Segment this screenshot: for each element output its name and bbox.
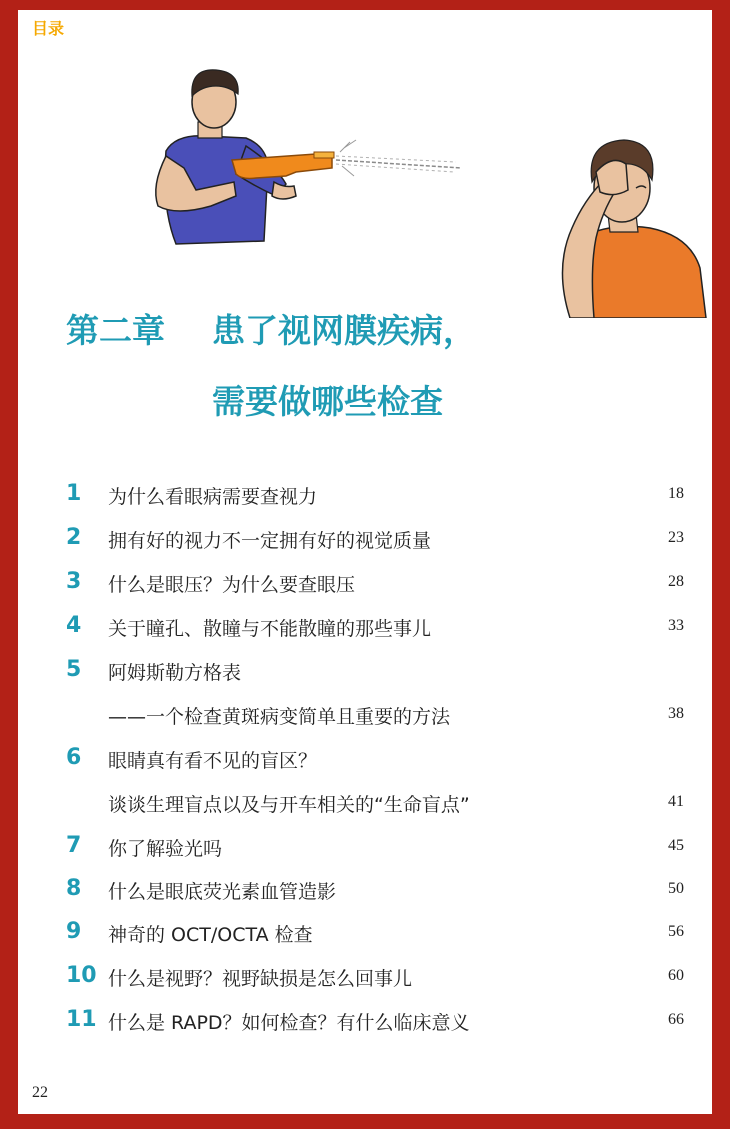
toc-item-2[interactable]: [18, 525, 712, 555]
toc-item-title: 关于瞳孔、散瞳与不能散瞳的那些事儿: [108, 618, 432, 640]
toc-item-subtitle: 谈谈生理盲点以及与开车相关的“生命盲点”: [108, 794, 470, 816]
toc-item-number: 2: [66, 525, 82, 550]
toc-item-title: 拥有好的视力不一定拥有好的视觉质量: [108, 530, 432, 552]
toc-item-6-subtitle[interactable]: [18, 789, 712, 819]
toc-item-page: 50: [668, 880, 684, 897]
toc-item-number: 4: [66, 613, 82, 638]
toc-item-1[interactable]: [18, 481, 712, 511]
book-page: [18, 10, 712, 1114]
toc-item-number: 8: [66, 876, 82, 901]
toc-link[interactable]: 目录: [32, 19, 65, 38]
toc-item-title: 为什么看眼病需要查视力: [108, 486, 318, 508]
toc-item-number: 6: [66, 745, 82, 770]
toc-item-title: 什么是视野？视野缺损是怎么回事儿: [108, 968, 413, 990]
toc-item-number: 11: [66, 1007, 97, 1032]
toc-item-title: 什么是 RAPD？如何检查？有什么临床意义: [108, 1012, 470, 1034]
toc-item-page: 38: [668, 705, 684, 722]
toc-item-number: 10: [66, 963, 97, 988]
toc-item-title: 神奇的 OCT/OCTA 检查: [108, 924, 313, 946]
toc-item-8[interactable]: [18, 876, 712, 906]
toc-item-number: 7: [66, 833, 82, 858]
table-of-contents: [18, 10, 712, 1114]
toc-item-5[interactable]: [18, 657, 712, 687]
toc-item-page: 28: [668, 573, 684, 590]
toc-item-title: 眼睛真有看不见的盲区？: [108, 750, 318, 772]
toc-item-10[interactable]: [18, 963, 712, 993]
toc-item-7[interactable]: [18, 833, 712, 863]
toc-item-page: 23: [668, 529, 684, 546]
toc-item-9[interactable]: [18, 919, 712, 949]
toc-item-page: 66: [668, 1011, 684, 1028]
toc-item-number: 1: [66, 481, 82, 506]
toc-item-6[interactable]: [18, 745, 712, 775]
toc-item-page: 56: [668, 923, 684, 940]
toc-item-page: 41: [668, 793, 684, 810]
toc-item-title: 阿姆斯勒方格表: [108, 662, 242, 684]
toc-item-title: 什么是眼压？为什么要查眼压: [108, 574, 356, 596]
toc-item-3[interactable]: [18, 569, 712, 599]
chapter-title-line2: 需要做哪些检查: [212, 382, 443, 421]
toc-item-title: 什么是眼底荧光素血管造影: [108, 881, 337, 903]
toc-item-page: 60: [668, 967, 684, 984]
toc-item-5-subtitle[interactable]: [18, 701, 712, 731]
toc-item-page: 18: [668, 485, 684, 502]
toc-item-number: 9: [66, 919, 82, 944]
toc-item-number: 3: [66, 569, 82, 594]
toc-item-4[interactable]: [18, 613, 712, 643]
toc-item-title: 你了解验光吗: [108, 838, 223, 860]
page-number: 22: [32, 1084, 48, 1101]
toc-item-page: 45: [668, 837, 684, 854]
toc-item-number: 5: [66, 657, 82, 682]
toc-item-11[interactable]: [18, 1007, 712, 1037]
toc-item-subtitle: ——一个检查黄斑病变简单且重要的方法: [108, 706, 451, 728]
toc-item-page: 33: [668, 617, 684, 634]
chapter-number: 第二章: [66, 311, 165, 350]
chapter-title-line1: 患了视网膜疾病，: [212, 311, 476, 350]
